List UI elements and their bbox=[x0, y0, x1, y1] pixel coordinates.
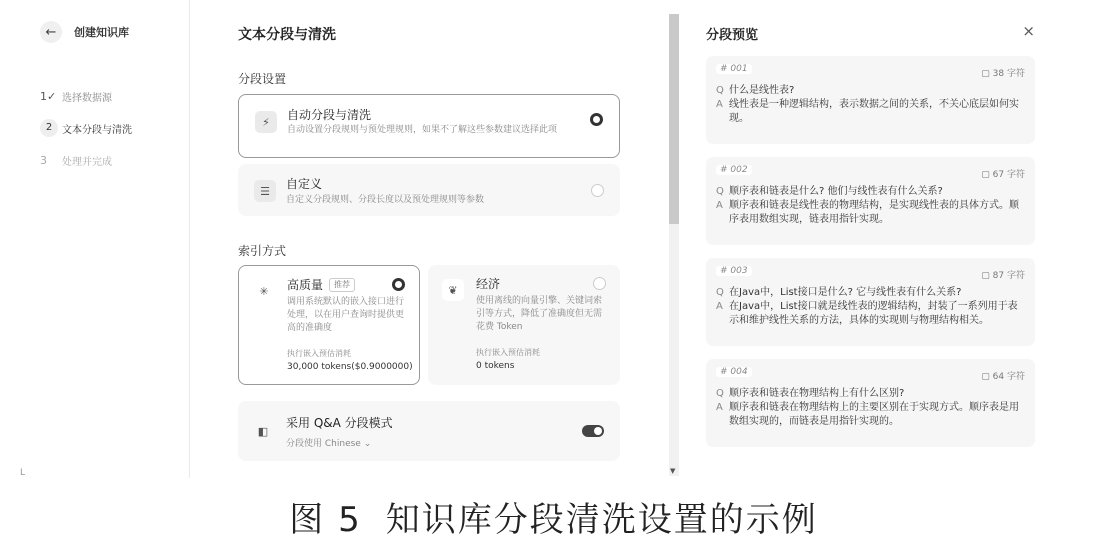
chunk-char-count: ▢ 64 字符 bbox=[981, 372, 1025, 382]
chunk-qa: Q 什么是线性表? A 线性表是一种逻辑结构，表示数据之间的关系，不关心底层如何实现。 bbox=[716, 84, 1025, 126]
document-icon: ▢ bbox=[981, 372, 990, 382]
app-title: 创建知识库 bbox=[74, 26, 129, 39]
step-number: 3 bbox=[40, 153, 47, 167]
document-icon: ▢ bbox=[981, 69, 990, 79]
index-section-label: 索引方式 bbox=[238, 244, 287, 258]
chunk-qa: Q 顺序表和链表在物理结构上有什么区别? A 顺序表和链表在物理结构上的主要区别在于实现方式。顺序表是用数组实现的，而链表是用指针实现的。 bbox=[716, 387, 1025, 429]
chunk-id: # 003 bbox=[716, 266, 752, 276]
preview-panel bbox=[680, 0, 1055, 478]
qa-mode-card bbox=[238, 401, 620, 461]
chat-icon: ◧ bbox=[257, 424, 269, 438]
preview-title: 分段预览 bbox=[706, 28, 759, 43]
chunk-answer: 顺序表和链表是线性表的物理结构，是实现线性表的具体方式。顺序表用数组实现，链表用指针实现。 bbox=[729, 200, 1019, 225]
leaf-icon: ❦ bbox=[442, 279, 464, 301]
option-title: 自动分段与清洗 bbox=[287, 108, 372, 122]
cost-label: 执行嵌入预估消耗 bbox=[287, 349, 351, 358]
recommend-badge: 推荐 bbox=[329, 278, 355, 292]
chevron-down-icon: ⌄ bbox=[363, 439, 372, 449]
chunk-question: 在Java中，List接口是什么? 它与线性表有什么关系? bbox=[729, 287, 962, 298]
step-label: 文本分段与清洗 bbox=[62, 124, 132, 136]
preview-chunk bbox=[706, 258, 1035, 346]
close-icon[interactable]: × bbox=[1022, 22, 1035, 40]
arrow-left-icon[interactable]: ← bbox=[40, 21, 62, 43]
economy-option[interactable] bbox=[428, 265, 620, 385]
step-number: 1✓ bbox=[40, 89, 57, 103]
corner-mark: L bbox=[20, 468, 26, 478]
step-item-segment[interactable] bbox=[40, 112, 132, 144]
chunk-id: # 001 bbox=[716, 64, 752, 74]
document-icon: ▢ bbox=[981, 271, 990, 281]
option-desc: 自定义分段规则、分段长度以及预处理规则等参数 bbox=[286, 195, 485, 205]
qa-mode-title: 采用 Q&A 分段模式 bbox=[286, 416, 393, 430]
chunk-question: 顺序表和链表是什么? 他们与线性表有什么关系? bbox=[729, 186, 943, 197]
step-label: 选择数据源 bbox=[62, 92, 112, 104]
main-panel bbox=[190, 0, 668, 478]
chunk-char-count: ▢ 38 字符 bbox=[981, 69, 1025, 79]
option-desc: 使用离线的向量引擎、关键词索引等方式，降低了准确度但无需花费 Token bbox=[476, 296, 603, 332]
step-item-finish[interactable] bbox=[40, 144, 132, 176]
segment-section-label: 分段设置 bbox=[238, 72, 287, 86]
preview-chunk bbox=[706, 56, 1035, 144]
custom-radio[interactable] bbox=[591, 184, 604, 197]
option-desc: 自动设置分段规则与预处理规则，如果不了解这些参数建议选择此项 bbox=[287, 125, 558, 135]
chunk-char-count: ▢ 67 字符 bbox=[981, 170, 1025, 180]
step-list bbox=[40, 80, 132, 176]
cost-value: 30,000 tokens($0.9000000) bbox=[287, 362, 413, 372]
lightning-icon: ⚡ bbox=[255, 111, 277, 133]
chunk-char-count: ▢ 87 字符 bbox=[981, 271, 1025, 281]
high-quality-radio[interactable] bbox=[392, 278, 405, 291]
back-row bbox=[40, 20, 129, 44]
chunk-question: 顺序表和链表在物理结构上有什么区别? bbox=[729, 388, 905, 399]
qa-mode-toggle[interactable] bbox=[582, 425, 604, 437]
option-desc: 调用系统默认的嵌入接口进行处理，以在用户查询时提供更高的准确度 bbox=[287, 297, 405, 333]
chunk-answer: 线性表是一种逻辑结构，表示数据之间的关系，不关心底层如何实现。 bbox=[729, 99, 1019, 124]
economy-radio[interactable] bbox=[593, 277, 606, 290]
scroll-down-icon[interactable]: ▼ bbox=[670, 467, 676, 475]
figure-caption bbox=[0, 492, 1107, 541]
high-quality-option[interactable] bbox=[238, 265, 420, 385]
scrollbar[interactable] bbox=[669, 14, 679, 476]
scrollbar-thumb[interactable] bbox=[669, 14, 679, 224]
page-title: 文本分段与清洗 bbox=[238, 27, 336, 43]
chunk-answer: 在Java中，List接口就是线性表的逻辑结构，封装了一系列用于表示和维护线性关系的方法，具体的实现则与物理结构相关。 bbox=[729, 301, 1018, 326]
step-item-select-source[interactable] bbox=[40, 80, 132, 112]
option-title: 经济 bbox=[476, 277, 501, 291]
option-title: 自定义 bbox=[286, 177, 323, 191]
step-number: 2 bbox=[40, 119, 58, 137]
cost-value: 0 tokens bbox=[476, 361, 515, 371]
chunk-id: # 004 bbox=[716, 367, 752, 377]
custom-segment-option[interactable] bbox=[238, 164, 620, 216]
preview-chunk bbox=[706, 157, 1035, 245]
chunk-question: 什么是线性表? bbox=[729, 85, 795, 96]
auto-radio[interactable] bbox=[590, 113, 603, 126]
auto-segment-option[interactable] bbox=[238, 94, 620, 158]
chunk-qa: Q 顺序表和链表是什么? 他们与线性表有什么关系? A 顺序表和链表是线性表的物理结构，是实现线性表的具体方式。顺序表用数组实现，链表用指针实现。 bbox=[716, 185, 1025, 227]
preview-chunk bbox=[706, 359, 1035, 447]
option-title: 高质量 推荐 bbox=[287, 276, 355, 293]
chunk-id: # 002 bbox=[716, 165, 752, 175]
cost-label: 执行嵌入预估消耗 bbox=[476, 348, 540, 357]
document-icon: ▢ bbox=[981, 170, 990, 180]
chunk-answer: 顺序表和链表在物理结构上的主要区别在于实现方式。顺序表是用数组实现的，而链表是用指针实现的。 bbox=[729, 402, 1019, 427]
step-label: 处理并完成 bbox=[62, 156, 112, 168]
sidebar bbox=[0, 0, 190, 478]
language-select[interactable]: 分段使用 Chinese ⌄ bbox=[286, 439, 372, 449]
sliders-icon: ☰ bbox=[254, 180, 276, 202]
figure-text: 知识库分段清洗设置的示例 bbox=[385, 500, 818, 540]
figure-number: 图 5 bbox=[289, 500, 362, 540]
chunk-qa: Q 在Java中，List接口是什么? 它与线性表有什么关系? A 在Java中，List接口就是线性表的逻辑结构，封装了一系列用于表示和维护线性关系的方法，具体的实现则与物理结构相关。 bbox=[716, 286, 1025, 328]
check-icon: ✓ bbox=[47, 89, 57, 103]
sparkle-icon: ✳ bbox=[253, 280, 275, 302]
